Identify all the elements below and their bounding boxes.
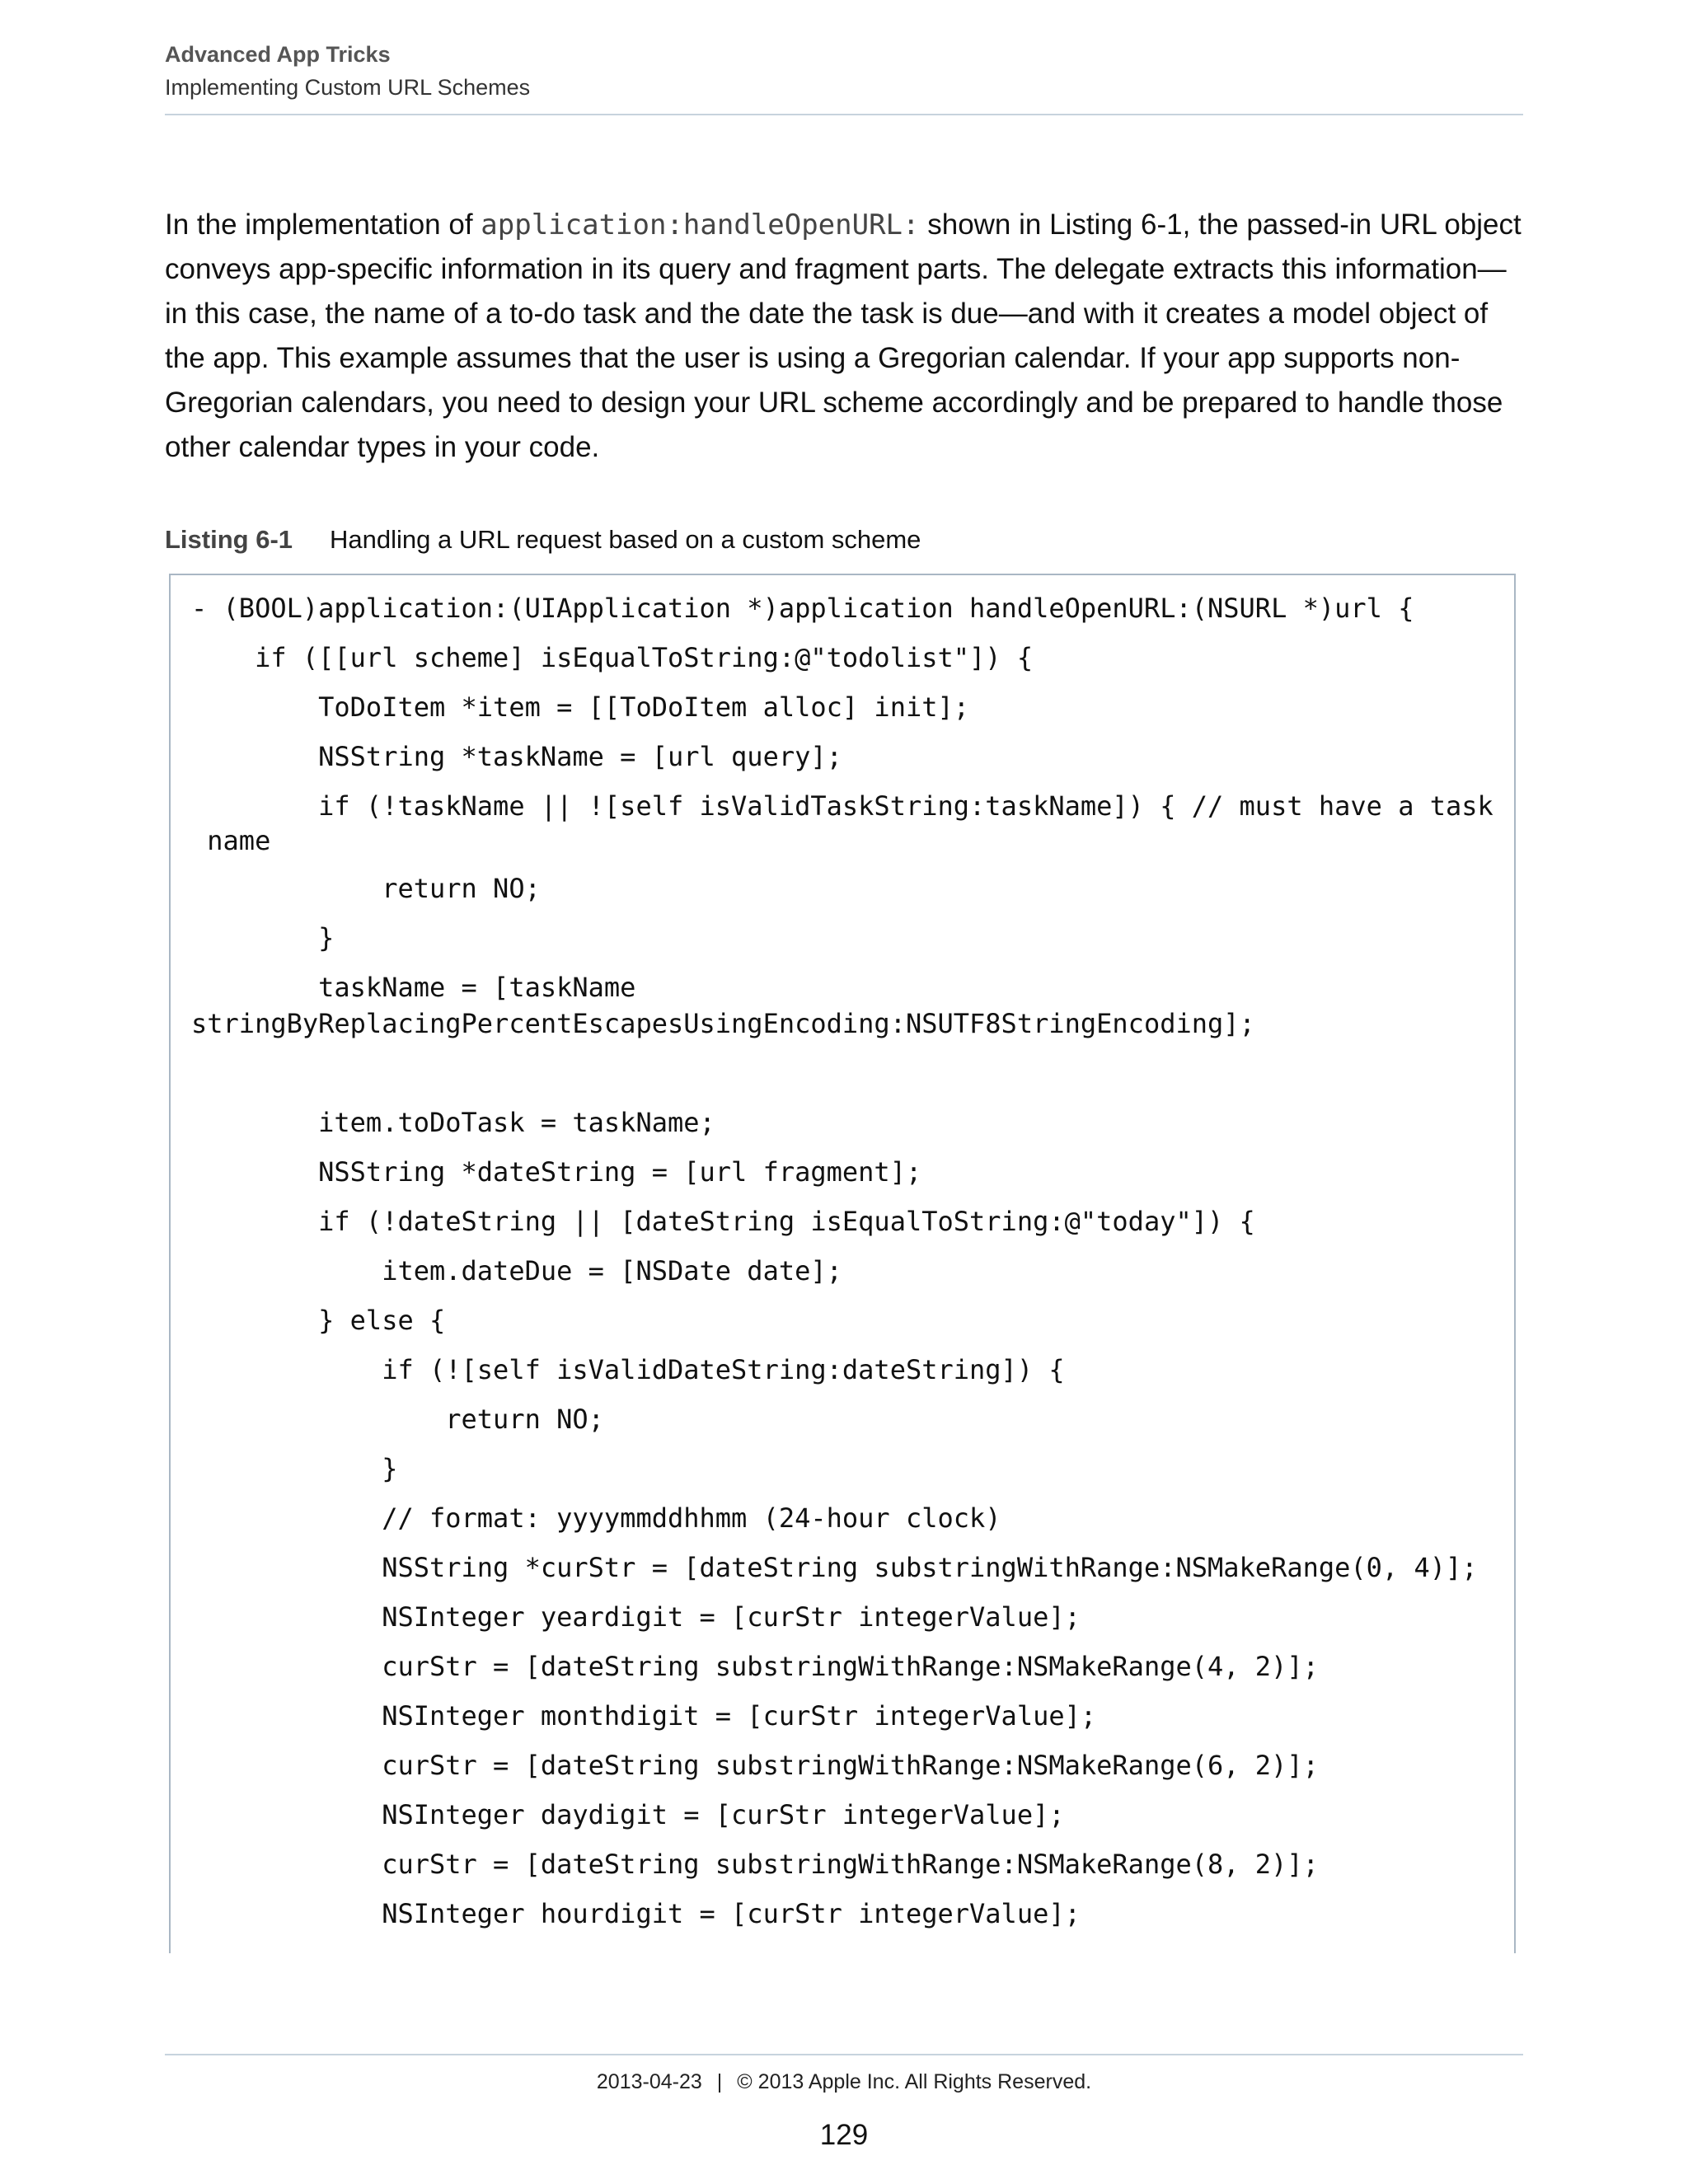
code-line: curStr = [dateString substringWithRange:NSMakeRange(4, 2)]; — [191, 1651, 1319, 1682]
code-line: item.dateDue = [NSDate date]; — [191, 1255, 842, 1286]
section-title: Implementing Custom URL Schemes — [165, 75, 531, 100]
footer-divider — [165, 2054, 1523, 2055]
intro-text-after-code: shown in Listing 6-1, the passed-in URL object conveys app-specific information in its query and fragment parts. The delegate extracts this information—in this case, the name of a to-do task and the date the task is due—and with it creates a model object of the app. This example assumes that the user is using a Gregorian calendar. If your app supports non-Gregorian calendars, you need to design your URL scheme accordingly and be prepared to handle those other calendar types in your code. — [165, 209, 1522, 463]
listing-caption — [165, 521, 921, 559]
code-line: NSString *dateString = [url fragment]; — [191, 1156, 922, 1188]
intro-text-before-code: In the implementation of — [165, 209, 481, 241]
footer-separator: | — [716, 2070, 723, 2093]
code-line: NSInteger yeardigit = [curStr integerValue]; — [191, 1601, 1081, 1633]
inline-code-method: application:handleOpenURL: — [481, 209, 920, 241]
code-line: } — [191, 1453, 398, 1484]
chapter-title: Advanced App Tricks — [165, 42, 391, 67]
code-line: NSString *curStr = [dateString substringWithRange:NSMakeRange(0, 4)]; — [191, 1552, 1478, 1583]
page-header — [165, 38, 1523, 104]
code-line: - (BOOL)application:(UIApplication *)application handleOpenURL:(NSURL *)url { — [191, 593, 1414, 624]
code-line: taskName = [taskName — [191, 972, 636, 1003]
code-line: if ([[url scheme] isEqualToString:@"todolist"]) { — [191, 642, 1034, 673]
code-line: return NO; — [191, 1404, 604, 1435]
code-line: stringByReplacingPercentEscapesUsingEncoding:NSUTF8StringEncoding]; — [191, 1008, 1255, 1039]
footer-date: 2013-04-23 — [596, 2070, 702, 2093]
header-divider — [165, 114, 1523, 115]
code-line: item.toDoTask = taskName; — [191, 1107, 715, 1138]
code-line: } — [191, 922, 335, 954]
code-line: curStr = [dateString substringWithRange:NSMakeRange(6, 2)]; — [191, 1750, 1319, 1781]
code-line: // format: yyyymmddhhmm (24-hour clock) — [191, 1502, 1001, 1534]
code-line: NSInteger hourdigit = [curStr integerValue]; — [191, 1898, 1081, 1929]
code-line: NSInteger monthdigit = [curStr integerValue]; — [191, 1700, 1097, 1732]
code-line: if (!dateString || [dateString isEqualToString:@"today"]) { — [191, 1206, 1255, 1237]
code-line: if (!taskName || ![self isValidTaskString:taskName]) { // must have a task — [191, 790, 1493, 822]
code-line: ToDoItem *item = [[ToDoItem alloc] init]; — [191, 691, 970, 723]
listing-label: Listing 6-1 — [165, 525, 293, 554]
page-footer — [0, 2065, 1688, 2098]
listing-title: Handling a URL request based on a custom scheme — [330, 525, 921, 554]
page-number: 129 — [819, 2119, 869, 2151]
code-line: curStr = [dateString substringWithRange:NSMakeRange(8, 2)]; — [191, 1849, 1319, 1880]
code-line: } else { — [191, 1305, 446, 1336]
code-line: if (![self isValidDateString:dateString]) { — [191, 1354, 1065, 1385]
code-line: name — [191, 825, 271, 856]
footer-copyright: © 2013 Apple Inc. All Rights Reserved. — [737, 2070, 1092, 2093]
code-line: NSInteger daydigit = [curStr integerValue]; — [191, 1799, 1065, 1830]
code-line: return NO; — [191, 873, 541, 904]
code-line: NSString *taskName = [url query]; — [191, 741, 842, 772]
intro-paragraph — [165, 203, 1525, 470]
